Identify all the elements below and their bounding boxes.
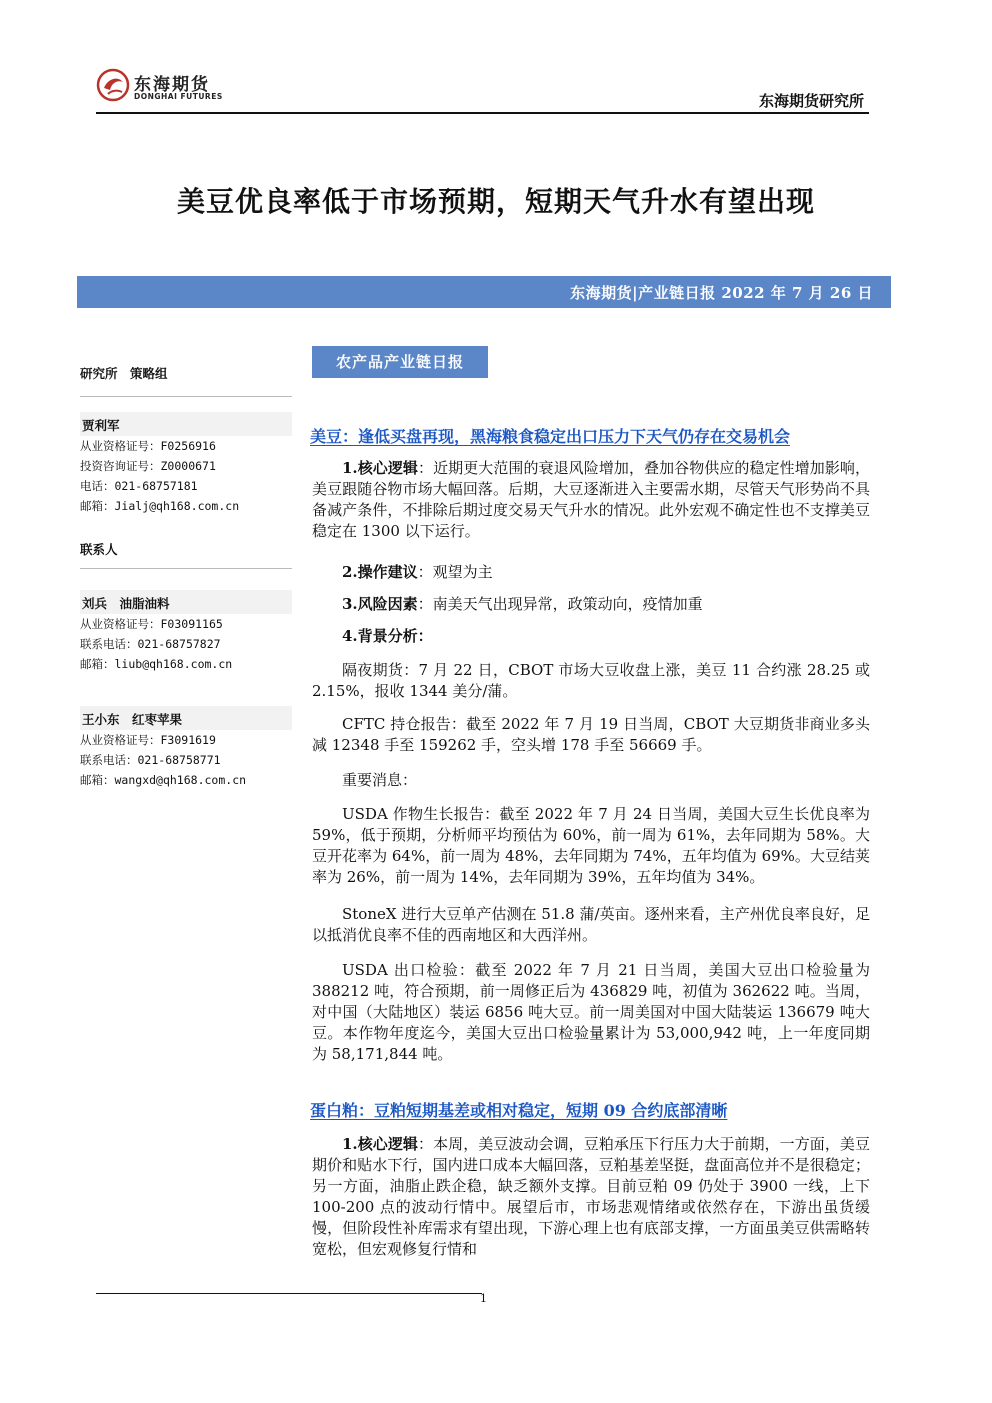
key-news-label: 重要消息： <box>342 771 418 789</box>
contact2-block <box>80 706 292 790</box>
header-divider <box>96 112 869 114</box>
meal-section-title[interactable]: 蛋白粕：豆粕短期基差或相对稳定，短期 09 合约底部清晰 <box>310 1101 728 1120</box>
analyst-line: 投资咨询证号：Z0000671 <box>80 459 216 473</box>
contact2-line: 联系电话：021-68758771 <box>80 753 221 767</box>
operation-text: ：观望为主 <box>417 563 493 581</box>
analyst-email: 邮箱：Jialj@qh168.com.cn <box>80 499 240 513</box>
core-logic-text: ：近期更大范围的衰退风险增加，叠加谷物供应的稳定性增加影响，美豆跟随谷物市场大幅回落。后期，大豆逐渐进入主要需水期，尽管天气形势尚不具备减产条件，不排除后期过度交易天气升水的情况。此外宏观不确定性也不支撑美豆稳定在 1300 以下运行。 <box>312 459 870 540</box>
usda-export-inspection: USDA 出口检验：截至 2022 年 7 月 21 日当周，美国大豆出口检验量为 388212 吨，符合预期，前一周修正后为 436829 吨，初值为 362622 吨。当周，对中国（大陆地区）装运 6856 吨大豆。前一周美国对中国大陆装运 136679 吨大豆。本作物年度迄今，美国大豆出口检验量累计为 53,000,942 吨，上一年度同期为 58,171,844 吨。 <box>312 961 870 1063</box>
contact2-line: 从业资格证号：F3091619 <box>80 733 216 747</box>
soybean-background <box>312 626 870 647</box>
contacts-label: 联系人 <box>80 542 118 557</box>
soybean-section-title[interactable]: 美豆：逢低买盘再现，黑海粮食稳定出口压力下天气仍存在交易机会 <box>310 427 791 446</box>
core-logic-label: 1.核心逻辑 <box>342 459 418 477</box>
footer-divider <box>96 1293 482 1294</box>
contact1-block <box>80 590 292 674</box>
analyst-line: 从业资格证号：F0256916 <box>80 439 216 453</box>
usda-crop-progress: USDA 作物生长报告：截至 2022 年 7 月 24 日当周，美国大豆生长优良率为 59%，低于预期，分析师平均预估为 60%，前一周为 61%，去年同期为 58%。大豆开花率为 64%，前一周为 48%，去年同期为 74%，五年均值为 69%。大豆结荚率为 26%，前一周为 14%，去年同期为 39%，五年均值为 34%。 <box>312 805 870 886</box>
contact1-email: 邮箱：liub@qh168.com.cn <box>80 657 233 671</box>
contact1-line: 从业资格证号：F03091165 <box>80 617 223 631</box>
soybean-operation <box>312 562 870 583</box>
report-title: 美豆优良率低于市场预期，短期天气升水有望出现 <box>176 185 815 218</box>
logo-english-text: DONGHAI FUTURES <box>134 92 223 101</box>
overnight-futures: 隔夜期货：7 月 22 日，CBOT 市场大豆收盘上涨，美豆 11 合约涨 28.25 或 2.15%，报收 1344 美分/蒲。 <box>312 661 870 700</box>
contact1-name-box <box>80 590 292 614</box>
category-tag: 农产品产业链日报 <box>312 346 488 378</box>
sidebar-dept <box>80 364 292 384</box>
soybean-risk <box>312 594 870 615</box>
risk-label: 3.风险因素 <box>342 595 418 613</box>
operation-label: 2.操作建议 <box>342 563 418 581</box>
contact2-name-box <box>80 706 292 730</box>
contact2-email: 邮箱：wangxd@qh168.com.cn <box>80 773 247 787</box>
analyst-name: 贾利军 <box>82 418 120 433</box>
donghai-logo-icon <box>96 68 130 102</box>
analyst-line: 电话：021-68757181 <box>80 479 198 493</box>
contact1-name: 刘兵 油脂油料 <box>82 596 170 611</box>
date-banner <box>77 276 891 308</box>
banner-text: 东海期货|产业链日报 2022 年 7 月 26 日 <box>570 284 873 302</box>
dept-label: 研究所 策略组 <box>80 366 168 381</box>
contact2-name: 王小东 红枣苹果 <box>82 712 183 727</box>
institute-name: 东海期货研究所 <box>758 92 864 110</box>
meal-core-logic-label: 1.核心逻辑 <box>342 1135 418 1153</box>
background-label: 4.背景分析： <box>342 627 433 645</box>
analyst-name-box <box>80 412 292 436</box>
analyst-block <box>80 412 292 516</box>
meal-core-logic <box>312 1134 870 1260</box>
contacts-label-block <box>80 540 292 560</box>
soybean-core-logic <box>312 458 870 542</box>
sidebar-divider <box>80 396 292 397</box>
cftc-report: CFTC 持仓报告：截至 2022 年 7 月 19 日当周，CBOT 大豆期货非商业多头减 12348 手至 159262 手，空头增 178 手至 56669 手。 <box>312 715 870 754</box>
stonex-estimate: StoneX 进行大豆单产估测在 51.8 蒲/英亩。逐州来看，主产州优良率良好，足以抵消优良率不佳的西南地区和大西洋州。 <box>312 905 870 944</box>
page-number: 1 <box>480 1292 487 1305</box>
risk-text: ：南美天气出现异常，政策动向，疫情加重 <box>417 595 703 613</box>
sidebar-divider <box>80 568 292 569</box>
meal-core-logic-text: ：本周，美豆波动会调，豆粕承压下行压力大于前期，一方面，美豆期价和贴水下行，国内进口成本大幅回落，豆粕基差坚挺，盘面高位并不是很稳定；另一方面，油脂止跌企稳，缺乏额外支撑。目前豆粕 09 仍处于 3900 一线，上下 100-200 点的波动行情中。展望后市，市场悲观情绪或依然存在，下游出虽货缓慢，但阶段性补库需求有望出现，下游心理上也有底部支撑，一方面虽美豆供需略转宽松，但宏观修复行情和 <box>312 1135 870 1258</box>
logo-text: 东海期货 <box>134 75 210 95</box>
contact1-line: 联系电话：021-68757827 <box>80 637 221 651</box>
